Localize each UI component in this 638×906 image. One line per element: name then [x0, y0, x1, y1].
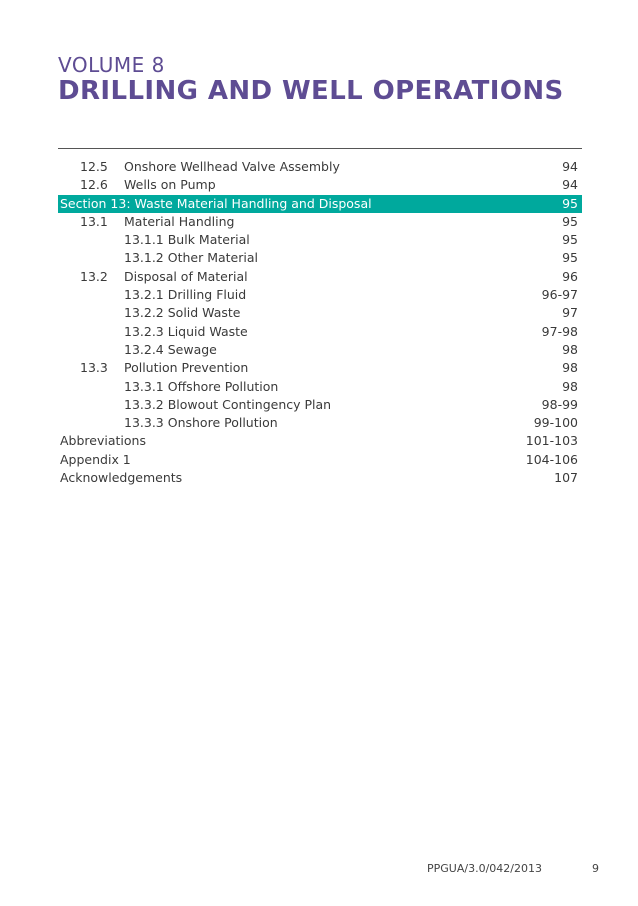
toc-row[interactable] — [58, 231, 582, 249]
toc-entry-page: 96-97 — [541, 287, 578, 303]
toc-entry-number: 12.6 — [80, 177, 108, 193]
toc-entry-title: 13.2.4 Sewage — [124, 341, 217, 357]
toc-entry-title: Appendix 1 — [60, 451, 131, 467]
toc-entry-title: Section 13: Waste Material Handling and Disposal — [60, 195, 372, 211]
toc-entry-page: 95 — [562, 195, 578, 211]
toc-entry-number: 13.3 — [80, 360, 108, 376]
toc-row[interactable] — [58, 158, 582, 176]
toc-entry-page: 94 — [562, 177, 578, 193]
toc-entry-title: Acknowledgements — [60, 470, 183, 486]
toc-row[interactable] — [58, 176, 582, 194]
toc-entry-title: 13.1.2 Other Material — [124, 250, 258, 266]
toc-entry-title: Abbreviations — [60, 433, 146, 449]
toc-entry-title: 13.2.2 Solid Waste — [124, 305, 241, 321]
toc-entry-page: 104-106 — [525, 451, 578, 467]
toc-entry-page: 101-103 — [525, 433, 578, 449]
toc-section-row[interactable] — [58, 195, 582, 213]
toc-row[interactable] — [58, 341, 582, 359]
toc-entry-number: 13.1 — [80, 213, 108, 229]
toc-entry-title: Onshore Wellhead Valve Assembly — [124, 159, 340, 174]
toc-entry-title: 13.3.3 Onshore Pollution — [124, 415, 278, 431]
toc-entry-page: 94 — [562, 159, 578, 174]
page-title: DRILLING AND WELL OPERATIONS — [58, 76, 564, 106]
toc-row[interactable] — [58, 396, 582, 414]
toc-entry-title: 13.3.2 Blowout Contingency Plan — [124, 396, 332, 412]
toc-entry-title: 13.3.1 Offshore Pollution — [124, 378, 279, 394]
toc-entry-page: 98-99 — [541, 396, 578, 412]
toc-row[interactable] — [58, 432, 582, 450]
toc-row[interactable] — [58, 213, 582, 231]
footer-doc-code: PPGUA/3.0/042/2013 — [427, 862, 542, 875]
toc-entry-page: 99-100 — [533, 415, 578, 431]
toc-row[interactable] — [58, 414, 582, 432]
toc-entry-number: 12.5 — [80, 159, 108, 174]
volume-label: VOLUME 8 — [58, 53, 165, 77]
toc-entry-title: Wells on Pump — [124, 177, 216, 193]
toc-entry-page: 98 — [562, 378, 578, 394]
toc-entry-title: Material Handling — [124, 213, 235, 229]
toc-row[interactable] — [58, 268, 582, 286]
title-rule — [58, 148, 582, 149]
toc-entry-page: 95 — [562, 250, 578, 266]
toc-entry-title: Pollution Prevention — [124, 360, 249, 376]
table-of-contents — [58, 158, 582, 487]
toc-row[interactable] — [58, 378, 582, 396]
toc-row[interactable] — [58, 469, 582, 487]
toc-entry-title: Disposal of Material — [124, 268, 248, 284]
footer-page-number: 9 — [592, 862, 599, 875]
toc-row[interactable] — [58, 249, 582, 267]
toc-entry-title: 13.1.1 Bulk Material — [124, 232, 250, 248]
toc-row[interactable] — [58, 286, 582, 304]
toc-row[interactable] — [58, 359, 582, 377]
toc-row[interactable] — [58, 323, 582, 341]
toc-entry-page: 107 — [554, 470, 578, 486]
toc-entry-page: 98 — [562, 360, 578, 376]
toc-entry-page: 97-98 — [541, 323, 578, 339]
toc-entry-page: 96 — [562, 268, 578, 284]
toc-entry-page: 95 — [562, 213, 578, 229]
toc-entry-title: 13.2.1 Drilling Fluid — [124, 287, 247, 303]
toc-entry-page: 95 — [562, 232, 578, 248]
toc-entry-page: 97 — [562, 305, 578, 321]
toc-row[interactable] — [58, 304, 582, 322]
toc-entry-title: 13.2.3 Liquid Waste — [124, 323, 248, 339]
toc-entry-number: 13.2 — [80, 268, 108, 284]
toc-row[interactable] — [58, 451, 582, 469]
toc-entry-page: 98 — [562, 341, 578, 357]
